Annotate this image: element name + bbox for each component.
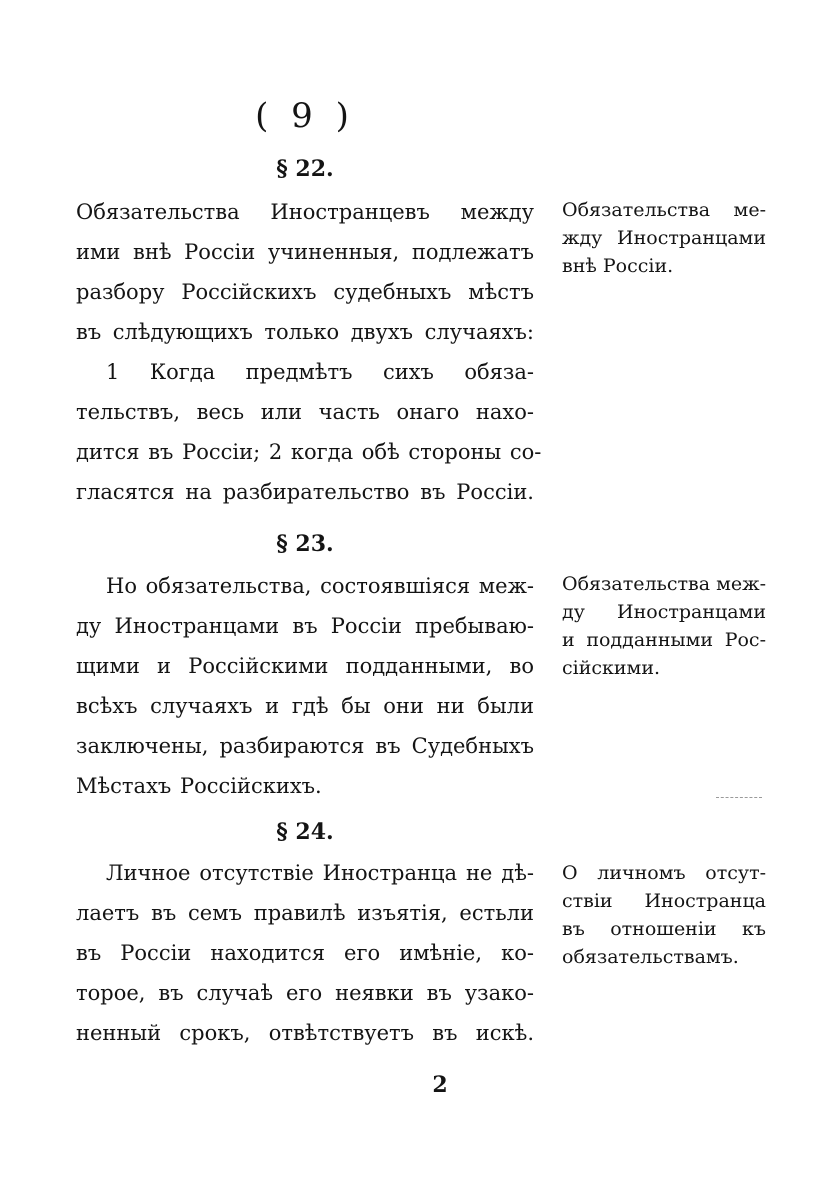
text-line: въ Россіи находится его имѣніе, ко-: [76, 941, 534, 965]
text-line: лаетъ въ семъ правилѣ изъятія, естьли: [76, 901, 534, 925]
text-line: Обязательства Иностранцевъ между: [76, 200, 534, 224]
note-line: О личномъ отсут-: [562, 862, 766, 884]
text-line: заключены, разбираются въ Судебныхъ: [76, 734, 534, 758]
text-line: всѣхъ случаяхъ и гдѣ бы они ни были: [76, 694, 534, 718]
section-24-margin-note: [562, 859, 766, 971]
text-line: ими внѣ Россіи учиненныя, подлежатъ: [76, 240, 534, 264]
note-line: обязательствамъ.: [562, 946, 739, 968]
text-line: щими и Россійскими подданными, во: [76, 654, 534, 678]
page-number: ( 9 ): [255, 96, 355, 136]
note-line: сійскими.: [562, 657, 661, 679]
text-line: Но обязательства, состоявшіяся меж-: [106, 574, 534, 598]
section-24-mark: § 24.: [276, 819, 334, 845]
section-23-mark: § 23.: [276, 531, 334, 557]
section-23-text: [76, 566, 534, 806]
text-line: въ слѣдующихъ только двухъ случаяхъ:: [76, 320, 534, 344]
note-line: и подданными Рос-: [562, 629, 766, 651]
note-line: Обязательства меж-: [562, 573, 766, 595]
text-line: тельствъ, весь или часть онаго нахо-: [76, 400, 534, 424]
note-line: жду Иностранцами: [562, 227, 766, 249]
text-line: Мѣстахъ Россійскихъ.: [76, 774, 322, 798]
section-22-text: [76, 192, 542, 512]
text-line: Личное отсутствіе Иностранца не дѣ-: [106, 861, 534, 885]
dashed-rule: [716, 797, 762, 798]
text-line: гласятся на разбирательство въ Россіи.: [76, 480, 534, 504]
text-line: ненный срокъ, отвѣтствуетъ въ искѣ.: [76, 1021, 534, 1045]
section-24-text: [76, 853, 534, 1053]
section-23-margin-note: [562, 570, 766, 682]
text-line: дится въ Россіи; 2 когда обѣ стороны со-: [76, 440, 542, 464]
note-line: въ отношеніи къ: [562, 918, 766, 940]
note-line: ствіи Иностранца: [562, 890, 766, 912]
section-22-margin-note: [562, 196, 766, 280]
section-22-mark: § 22.: [276, 156, 334, 182]
text-line: ду Иностранцами въ Россіи пребываю-: [76, 614, 534, 638]
note-line: ду Иностранцами: [562, 601, 766, 623]
text-line: разбору Россійскихъ судебныхъ мѣстъ: [76, 280, 534, 304]
note-line: внѣ Россіи.: [562, 255, 674, 277]
signature-mark: 2: [432, 1072, 448, 1098]
note-line: Обязательства ме-: [562, 199, 766, 221]
text-line: торое, въ случаѣ его неявки въ узако-: [76, 981, 534, 1005]
text-line: 1 Когда предмѣтъ сихъ обяза-: [106, 360, 534, 384]
